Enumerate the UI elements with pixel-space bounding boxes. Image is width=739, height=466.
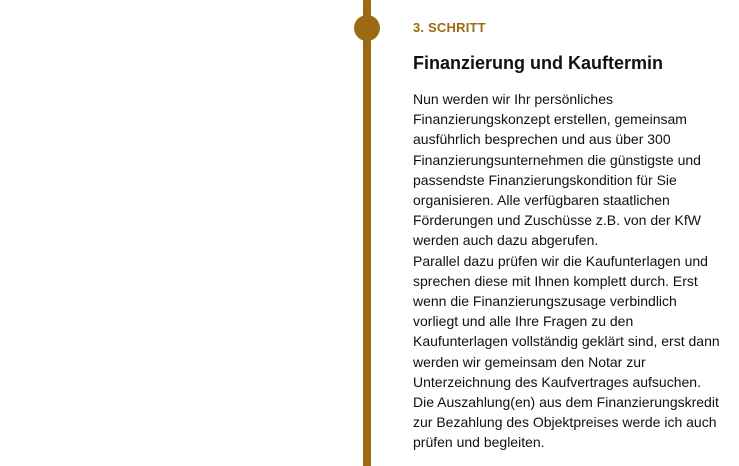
- description-line: Kaufunterlagen vollständig geklärt sind, erst dann: [413, 333, 720, 350]
- description-line: vorliegt und alle Ihre Fragen zu den: [413, 313, 634, 330]
- description-line: Förderungen und Zuschüsse z.B. von der KfW: [413, 212, 701, 229]
- description-line: werden wir gemeinsam den Notar zur: [413, 353, 646, 370]
- description-line: zur Bezahlung des Objektpreises werde ich auch: [413, 414, 717, 431]
- description-line: passendste Finanzierungskondition für Sie: [413, 171, 677, 188]
- step-title: Finanzierung und Kauftermin: [413, 53, 663, 73]
- description-line: Finanzierungsunternehmen die günstigste und: [413, 151, 701, 168]
- description-line: prüfen und begleiten.: [413, 434, 545, 451]
- description-line: Finanzierungskonzept erstellen, gemeinsam: [413, 111, 687, 128]
- description-line: Die Auszahlung(en) aus dem Finanzierungskredit: [413, 394, 719, 411]
- step-description: [413, 89, 731, 453]
- timeline-line: [363, 0, 371, 466]
- description-line: werden auch dazu abgerufen.: [413, 232, 599, 249]
- description-line: sprechen diese mit Ihnen komplett durch. Erst: [413, 272, 698, 289]
- description-line: Unterzeichnung des Kaufvertrages aufsuchen.: [413, 373, 701, 390]
- timeline-step-marker: [354, 15, 380, 41]
- description-line: ausführlich besprechen und aus über 300: [413, 131, 671, 148]
- step-label: 3. SCHRITT: [413, 20, 486, 35]
- description-line: Parallel dazu prüfen wir die Kaufunterlagen und: [413, 252, 708, 269]
- description-line: Nun werden wir Ihr persönliches: [413, 91, 613, 107]
- description-line: wenn die Finanzierungszusage verbindlich: [413, 293, 677, 310]
- description-line: organisieren. Alle verfügbaren staatlichen: [413, 192, 670, 209]
